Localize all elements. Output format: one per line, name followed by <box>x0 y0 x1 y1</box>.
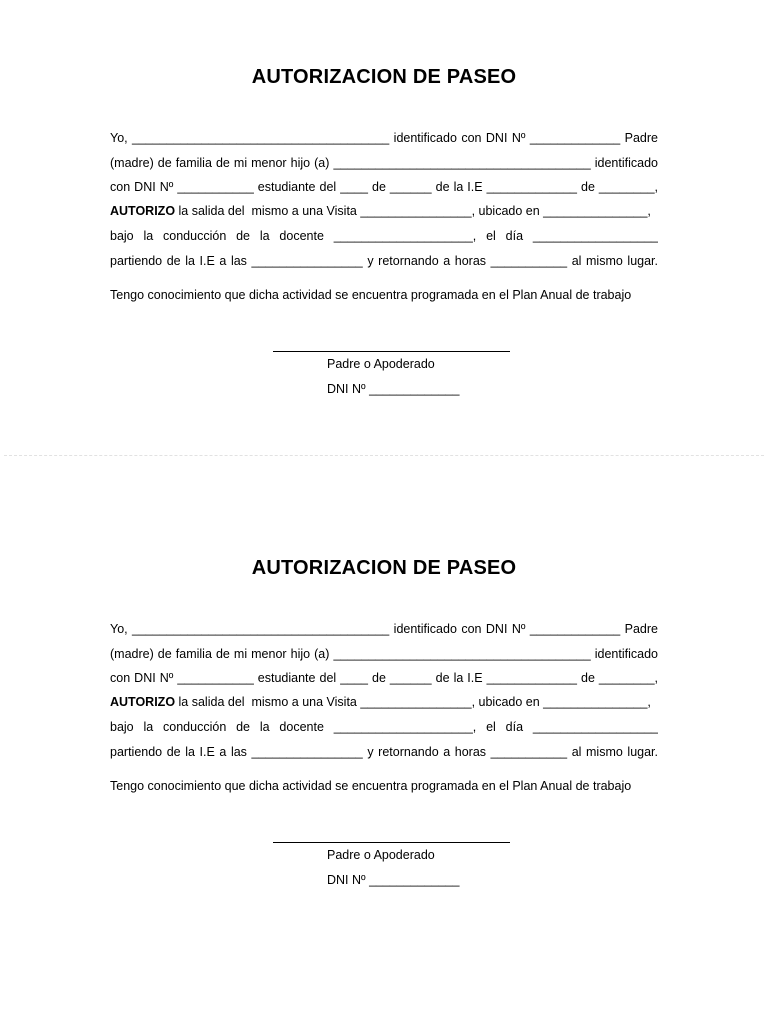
form-line-4 <box>110 694 658 710</box>
form-line-3: con DNI Nº ___________ estudiante del ____ de ______ de la I.E _____________ de ________, <box>110 180 658 194</box>
form-line-3: con DNI Nº ___________ estudiante del ____ de ______ de la I.E _____________ de ________, <box>110 671 658 685</box>
form-line-6: partiendo de la I.E a las ________________ y retornando a horas ___________ al mismo lugar. <box>110 254 658 268</box>
form-line-7: Tengo conocimiento que dicha actividad se encuentra programada en el Plan Anual de trabajo <box>110 288 632 302</box>
signature-line <box>273 351 510 352</box>
form-line-2: (madre) de familia de mi menor hijo (a) _____________________________________ identificado <box>110 647 658 661</box>
form-line-6: partiendo de la I.E a las ________________ y retornando a horas ___________ al mismo lugar. <box>110 745 658 759</box>
form-line-1: Yo, _____________________________________ identificado con DNI Nº _____________ Padre <box>110 131 658 145</box>
form-line-5: bajo la conducción de la docente ____________________, el día __________________ <box>110 229 658 243</box>
signature-dni: DNI Nº _____________ <box>327 382 460 396</box>
form-line-2: (madre) de familia de mi menor hijo (a) _____________________________________ identificado <box>110 156 658 170</box>
authorize-word: AUTORIZO <box>110 695 176 709</box>
form-line-4 <box>110 203 658 219</box>
cut-line-divider <box>4 455 764 456</box>
authorization-form-1 <box>0 0 768 440</box>
form-line-7: Tengo conocimiento que dicha actividad se encuentra programada en el Plan Anual de trabajo <box>110 779 632 793</box>
form-line-5: bajo la conducción de la docente ____________________, el día __________________ <box>110 720 658 734</box>
form-title: AUTORIZACION DE PASEO <box>251 66 517 88</box>
form-line-4-text: la salida del mismo a una Visita ________________, ubicado en _______________, <box>178 204 651 218</box>
authorization-form-2 <box>0 491 768 931</box>
form-line-1: Yo, _____________________________________ identificado con DNI Nº _____________ Padre <box>110 622 658 636</box>
signature-role: Padre o Apoderado <box>327 848 435 862</box>
form-title: AUTORIZACION DE PASEO <box>251 557 517 579</box>
form-line-4-text: la salida del mismo a una Visita ________________, ubicado en _______________, <box>178 695 651 709</box>
authorize-word: AUTORIZO <box>110 204 176 218</box>
signature-line <box>273 842 510 843</box>
signature-role: Padre o Apoderado <box>327 357 435 371</box>
signature-dni: DNI Nº _____________ <box>327 873 460 887</box>
